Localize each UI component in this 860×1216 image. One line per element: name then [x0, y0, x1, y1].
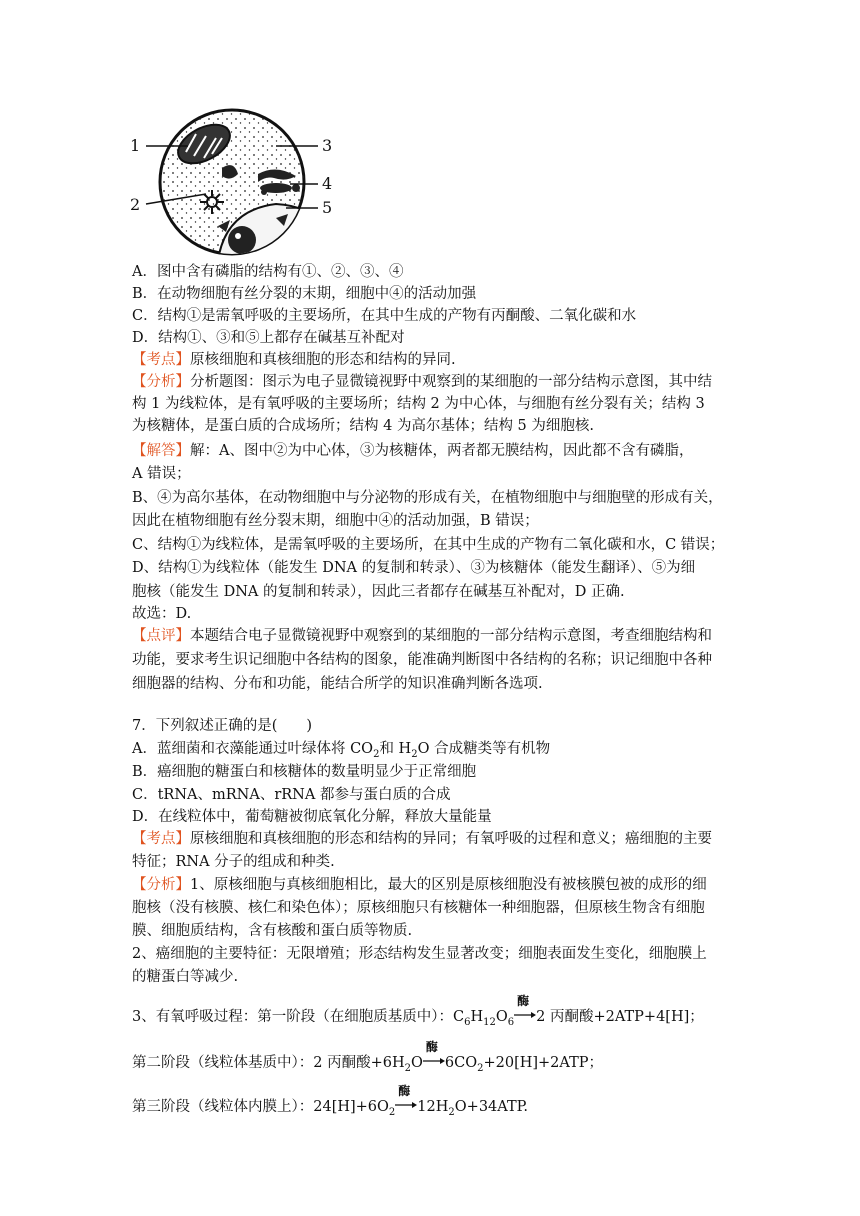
- q6-option-c: C．结构①是需氧呼吸的主要场所，在其中生成的产物有丙酮酸、二氧化碳和水: [132, 308, 637, 324]
- q7-respiration-stage-3: 第三阶段（线粒体内膜上）：$24[H]+6O_2$ 酶 $12H_2O+34ATP$.: [132, 1084, 529, 1118]
- q6-jieda-line-7: 胞核（能发生 DNA 的复制和转录），因此三者都存在碱基互补配对，D 正确.: [132, 584, 625, 600]
- q7-option-b: B．癌细胞的糖蛋白和核糖体的数量明显少于正常细胞: [132, 764, 477, 780]
- q6-jieda-line-3: B、④为高尔基体，在动物细胞中与分泌物的形成有关，在植物细胞中与细胞壁的形成有关，: [132, 490, 723, 506]
- figure-label-1: 1: [130, 136, 141, 155]
- fenxi-tag: 【分析】: [132, 877, 190, 893]
- q7-option-a: A．蓝细菌和衣藻能通过叶绿体将 $CO_2$和 $H_2O$ 合成糖类等有机物: [132, 741, 551, 760]
- kaodian-tag: 【考点】: [132, 831, 190, 847]
- figure-label-3: 3: [322, 136, 333, 155]
- q7-kaodian-line-2: 特征；RNA 分子的组成和种类.: [132, 854, 335, 870]
- jieda-tag: 【解答】: [132, 443, 190, 459]
- q7-respiration-stage-2: 第二阶段（线粒体基质中）：2 丙酮酸$+6H_2O$ 酶 $6CO_2+20[H]+2ATP$；: [132, 1040, 604, 1074]
- q7-fenxi-line-3: 膜、细胞质结构，含有核酸和蛋白质等物质.: [132, 923, 413, 939]
- enzyme-arrow: 酶: [395, 1095, 417, 1113]
- q7-stem: 7．下列叙述正确的是( ): [132, 718, 313, 734]
- q6-answer: 故选：D.: [132, 606, 192, 622]
- q6-jieda-line-4: 因此在植物细胞有丝分裂末期，细胞中④的活动加强，B 错误；: [132, 513, 539, 529]
- q7-fenxi-line-5: 的糖蛋白等减少.: [132, 969, 239, 985]
- q6-fenxi-line-2: 构 1 为线粒体，是有氧呼吸的主要场所；结构 2 为中心体，与细胞有丝分裂有关；结构 3: [132, 396, 705, 412]
- q6-option-d: D．结构①、③和⑤上都存在碱基互补配对: [132, 330, 405, 346]
- q7-respiration-stage-1: 3、有氧呼吸过程：第一阶段（在细胞质基质中）：$C_6H_{12}O_6$ 酶 2 丙酮酸+2ATP+4[H]；: [132, 994, 704, 1028]
- q7-option-d: D．在线粒体中，葡萄糖被彻底氧化分解，释放大量能量: [132, 809, 492, 825]
- q7-option-c: C．tRNA、mRNA、rRNA 都参与蛋白质的合成: [132, 787, 451, 803]
- q6-dianping-line-2: 功能，要求考生识记细胞中各结构的图象，能准确判断图中各结构的名称；识记细胞中各种: [132, 652, 712, 668]
- fenxi-tag: 【分析】: [132, 374, 190, 390]
- q7-fenxi-line-2: 胞核（没有核膜、核仁和染色体）；原核细胞只有核糖体一种细胞器，但原核生物含有细胞: [132, 900, 705, 916]
- q7-fenxi-line-4: 2、癌细胞的主要特征：无限增殖；形态结构发生显著改变；细胞表面发生变化，细胞膜上: [132, 946, 707, 962]
- q6-option-b: B．在动物细胞有丝分裂的末期，细胞中④的活动加强: [132, 286, 477, 302]
- q6-jieda-line-1: 【解答】解：A、图中②为中心体，③为核糖体，两者都无膜结构，因此都不含有磷脂，: [132, 443, 694, 459]
- q6-jieda-line-6: D、结构①为线粒体（能发生 DNA 的复制和转录）、③为核糖体（能发生翻译）、⑤为细: [132, 560, 696, 576]
- q6-fenxi-line-3: 为核糖体，是蛋白质的合成场所；结构 4 为高尔基体；结构 5 为细胞核.: [132, 418, 594, 434]
- q6-option-a: A．图中含有磷脂的结构有①、②、③、④: [132, 264, 404, 280]
- figure-label-4: 4: [322, 174, 333, 193]
- q6-dianping-line-1: 【点评】本题结合电子显微镜视野中观察到的某细胞的一部分结构示意图，考查细胞结构和: [132, 628, 712, 644]
- kaodian-tag: 【考点】: [132, 352, 190, 368]
- q6-fenxi-line-1: 【分析】分析题图：图示为电子显微镜视野中观察到的某细胞的一部分结构示意图，其中结: [132, 374, 712, 390]
- nucleolus-shape: [228, 226, 256, 254]
- q6-jieda-line-2: A 错误；: [132, 466, 191, 482]
- q7-kaodian-line-1: 【考点】原核细胞和真核细胞的形态和结构的异同；有氧呼吸的过程和意义；癌细胞的主要: [132, 831, 712, 847]
- figure-label-5: 5: [322, 198, 333, 217]
- cell-structure-figure: [126, 108, 336, 260]
- q7-fenxi-line-1: 【分析】1、原核细胞与真核细胞相比，最大的区别是原核细胞没有被核膜包被的成形的细: [132, 877, 707, 893]
- enzyme-arrow: 酶: [514, 1005, 536, 1023]
- figure-label-2: 2: [130, 195, 141, 214]
- q6-jieda-line-5: C、结构①为线粒体，是需氧呼吸的主要场所，在其中生成的产物有二氧化碳和水，C 错误；: [132, 537, 725, 553]
- dianping-tag: 【点评】: [132, 628, 190, 644]
- enzyme-arrow: 酶: [423, 1051, 445, 1069]
- q6-kaodian: 【考点】原核细胞和真核细胞的形态和结构的异同.: [132, 352, 456, 368]
- q6-dianping-line-3: 细胞器的结构、分布和功能，能结合所学的知识准确判断各选项.: [132, 676, 543, 692]
